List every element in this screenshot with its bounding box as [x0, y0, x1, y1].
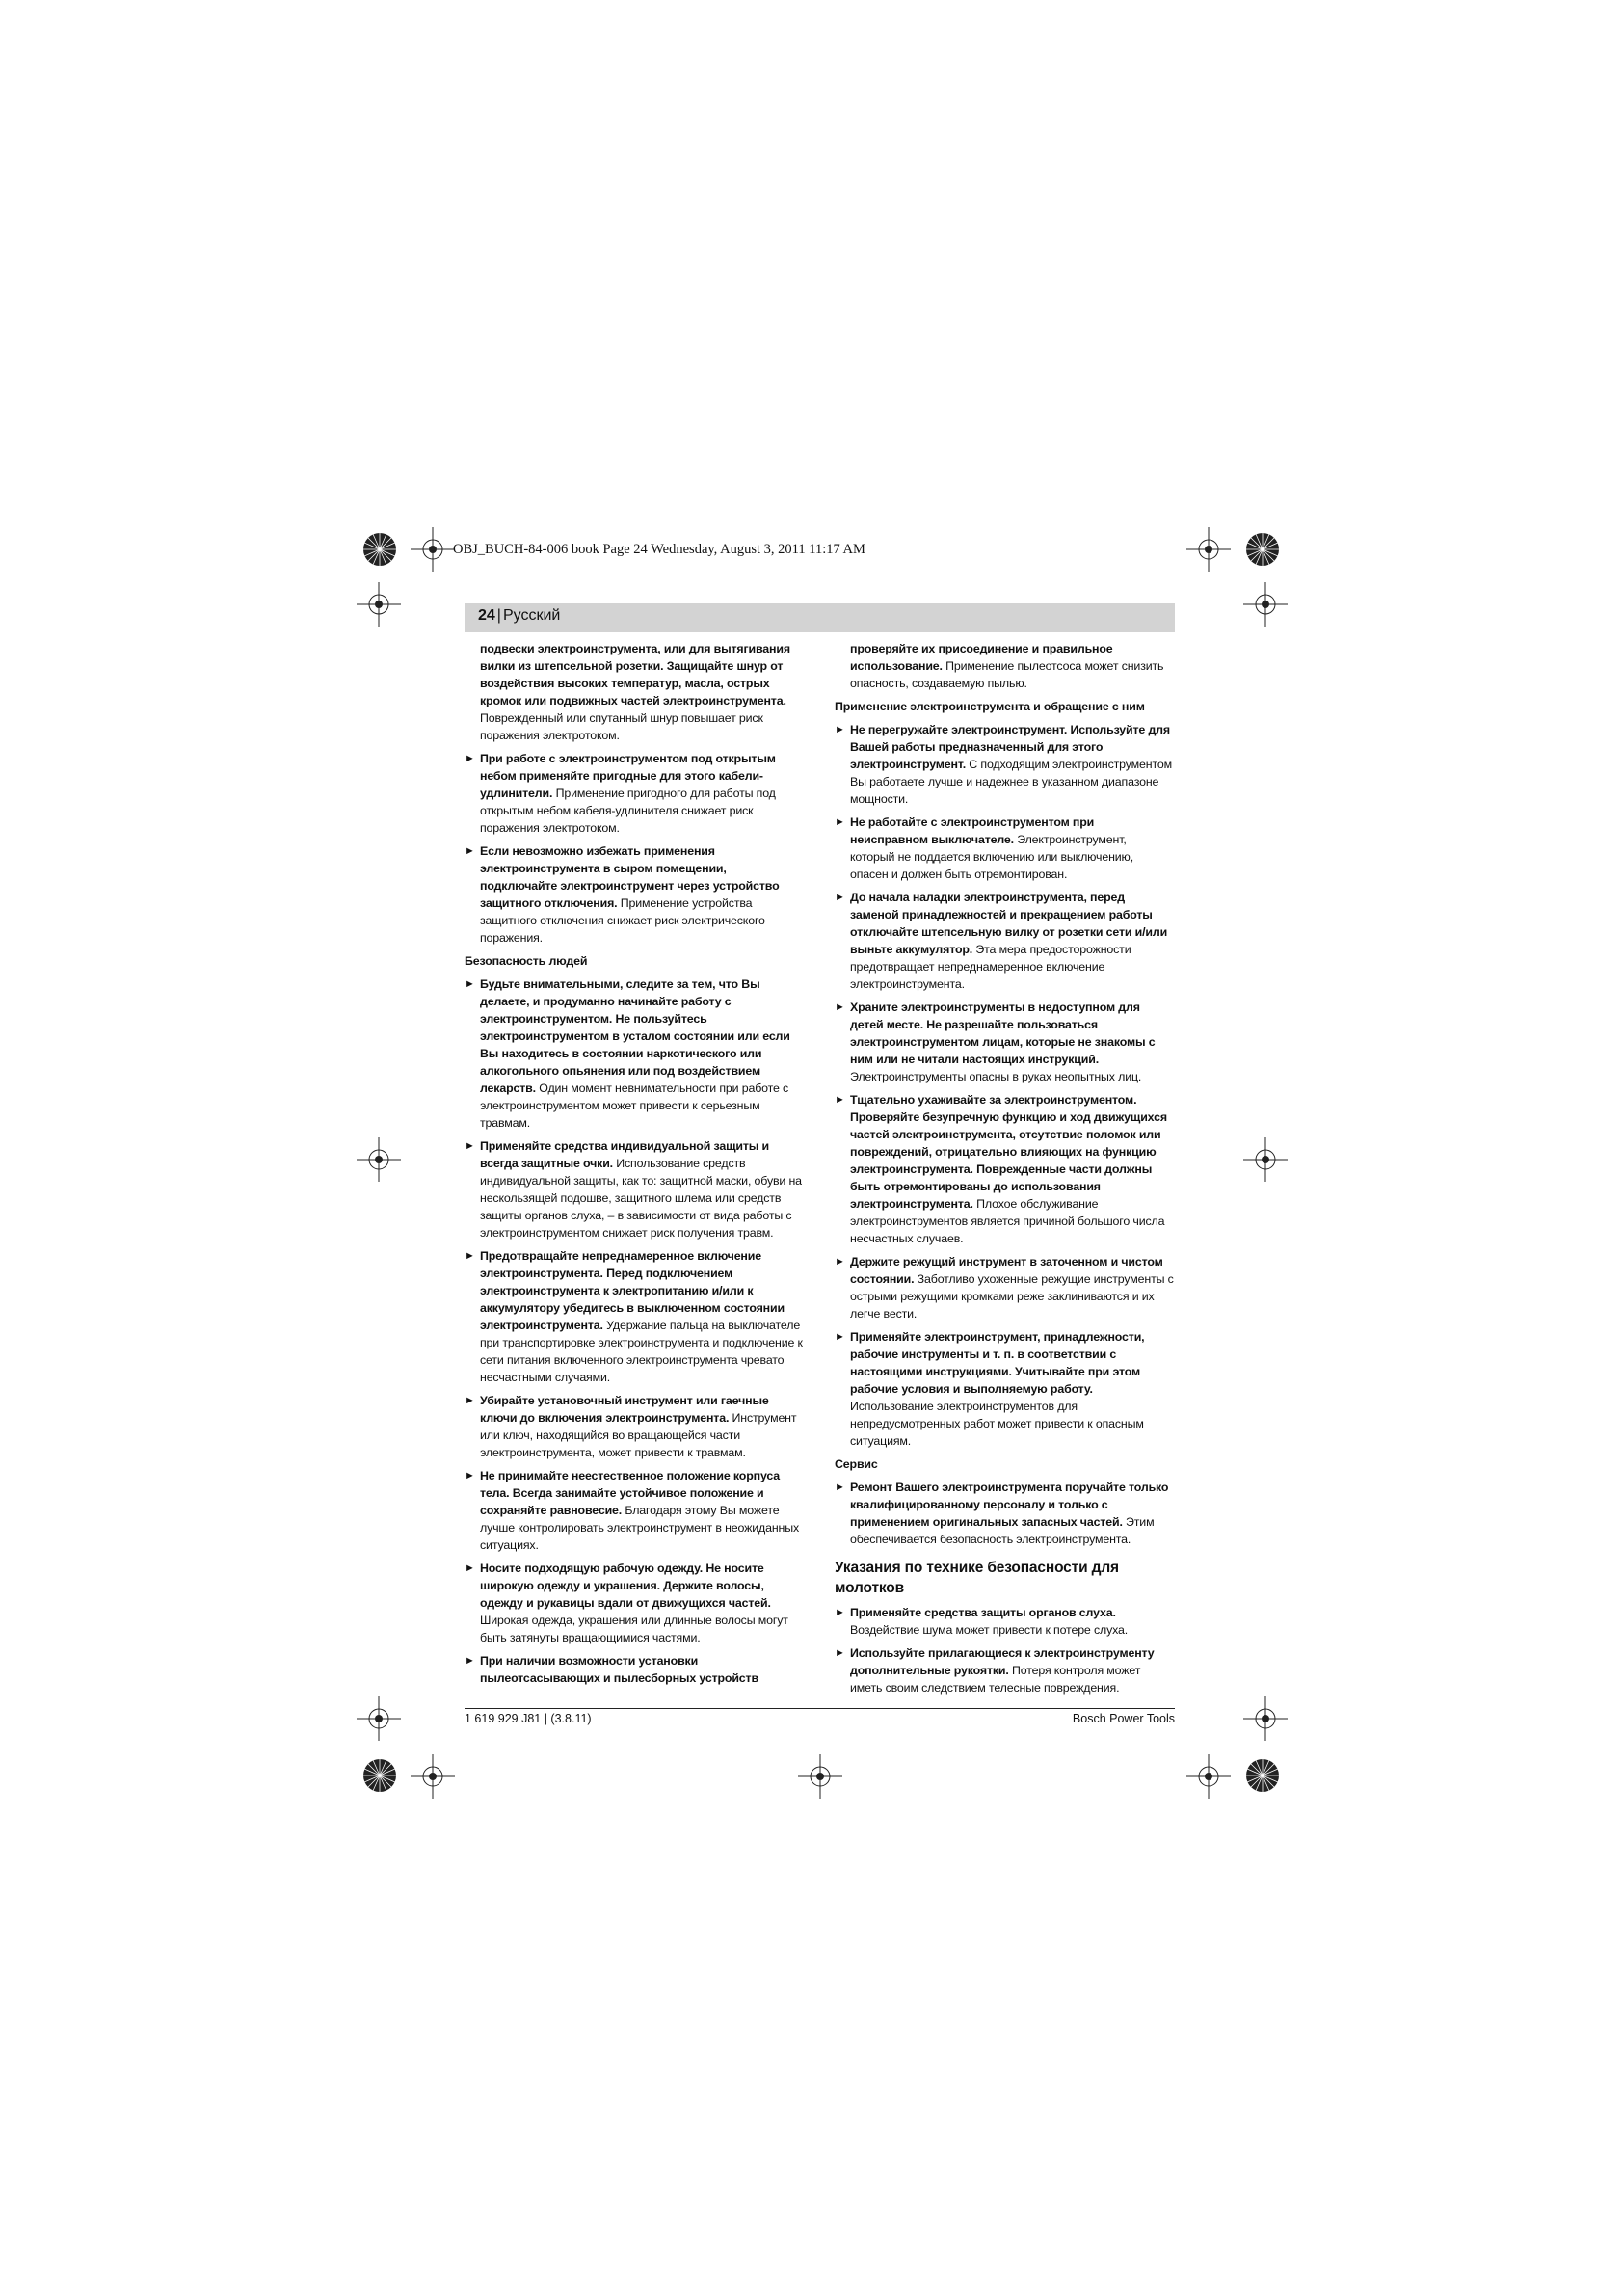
list-item: ► Применяйте средства защиты органов слуха. Воздействие шума может привести к потере слуха. [835, 1606, 1129, 1637]
crosshair-lower-left-icon [357, 1696, 401, 1741]
crosshair-bottom-left-icon [411, 1754, 455, 1799]
right-column [835, 640, 1174, 1702]
section-heading: Безопасность людей [465, 954, 588, 968]
list-item: ► Применяйте средства индивидуальной защиты и всегда защитные очки. Использование средств индивидуальной защиты, как то: защитной маски, обуви на нескользящей подошве, защитного шлема или средств защиты органов слуха, – в зависимости от вида работы с электроинструментом снижает риск получения травм. [465, 1139, 802, 1240]
list-item: проверяйте их присоединение и правильное использование. Применение пылеотсоса может снизить опасность, создаваемую пылью. [850, 642, 1164, 690]
registration-mark-top-right-circle [1243, 530, 1282, 569]
bullet-arrow-icon: ► [465, 1140, 475, 1152]
registration-mark-top-left-circle [360, 530, 399, 569]
list-item: ► Используйте прилагающиеся к электроинструменту дополнительные рукоятки. Потеря контроля может иметь своим следствием телесные повреждения. [835, 1646, 1155, 1695]
list-item: ► При наличии возможности установки пылеотсасывающих и пылесборных устройств [465, 1654, 758, 1685]
list-item: ► Применяйте электроинструмент, принадлежности, рабочие инструменты и т. п. в соответствии с настоящими инструкциями. Учитывайте при этом рабочие условия и выполняемую работу. Использование электроинструментов для непредусмотренных работ может привести к опасным ситуациям. [835, 1330, 1145, 1448]
page-header: 24 | Русский [478, 607, 561, 624]
page-language: Русский [502, 607, 561, 624]
bullet-arrow-icon: ► [835, 1482, 845, 1493]
list-item: ► До начала наладки электроинструмента, перед заменой принадлежностей и прекращением работы отключайте штепсельную вилку от розетки сети и/или выньте аккумулятор. Эта мера предосторожности предотвращает непреднамеренное включение электроинструмента. [835, 891, 1168, 991]
bullet-arrow-icon: ► [465, 753, 475, 764]
registration-mark-bottom-right-circle [1243, 1756, 1282, 1795]
bullet-arrow-icon: ► [465, 1250, 475, 1262]
list-item: ► Предотвращайте непреднамеренное включение электроинструмента. Перед подключением электроинструмента к электропитанию и/или к аккумулятору убедитесь в выключенном состоянии электроинструмента. Удержание пальца на выключателе при транспортировке электроинструмента и подключение к сети питания включенного электроинструмента чревато несчастными случаями. [465, 1249, 803, 1384]
bullet-arrow-icon: ► [835, 1256, 845, 1268]
bullet-arrow-icon: ► [835, 1607, 845, 1618]
section-heading-large: Указания по технике безопасности для молотков [835, 1560, 1119, 1596]
bullet-arrow-icon: ► [835, 1001, 845, 1013]
list-item: ► Убирайте установочный инструмент или гаечные ключи до включения электроинструмента. Инструмент или ключ, находящийся во вращающейся части электроинструмента, может привести к травмам. [465, 1394, 797, 1459]
crosshair-lower-right-icon [1243, 1696, 1288, 1741]
section-heading: Применение электроинструмента и обращение с ним [835, 700, 1145, 713]
footer-divider [465, 1708, 1175, 1709]
footer-document-code: 1 619 929 J81 | (3.8.11) [465, 1712, 592, 1725]
bullet-arrow-icon: ► [835, 1331, 845, 1343]
list-item: ► Носите подходящую рабочую одежду. Не носите широкую одежду и украшения. Держите волосы, одежду и рукавицы вдали от движущихся частей. Широкая одежда, украшения или длинные волосы могут быть затянуты вращающимися частями. [465, 1562, 788, 1644]
page-number: 24 [478, 607, 495, 624]
bullet-arrow-icon: ► [465, 1395, 475, 1406]
bullet-arrow-icon: ► [465, 1562, 475, 1574]
page-header-bar [465, 603, 1175, 632]
bullet-arrow-icon: ► [835, 1094, 845, 1106]
registration-mark-bottom-left-circle [360, 1756, 399, 1795]
section-heading: Сервис [835, 1457, 878, 1471]
list-item: ► Не работайте с электроинструментом при неисправном выключателе. Электроинструмент, который не поддается включению или выключению, опасен и должен быть отремонтирован. [835, 815, 1133, 881]
list-item: ► Не принимайте неестественное положение корпуса тела. Всегда занимайте устойчивое положение и сохраняйте равновесие. Благодаря этому Вы можете лучше контролировать электроинструмент в неожиданных ситуациях. [465, 1469, 800, 1552]
list-item: ► Если невозможно избежать применения электроинструмента в сыром помещении, подключайте электроинструмент через устройство защитного отключения. Применение устройства защитного отключения снижает риск электрического поражения. [465, 844, 780, 945]
bullet-arrow-icon: ► [465, 1655, 475, 1667]
list-item: ► Не перегружайте электроинструмент. Используйте для Вашей работы предназначенный для этого электроинструмент. С подходящим электроинструментом Вы работаете лучше и надежнее в указанном диапазоне мощности. [835, 723, 1172, 806]
bullet-arrow-icon: ► [835, 816, 845, 828]
crosshair-top-left-icon [411, 527, 455, 572]
crosshair-upper-right-icon [1243, 582, 1288, 627]
bullet-arrow-icon: ► [465, 978, 475, 990]
crosshair-bottom-center-icon [798, 1754, 842, 1799]
bullet-arrow-icon: ► [465, 1470, 475, 1482]
crosshair-top-right-icon [1186, 527, 1231, 572]
crosshair-middle-left-icon [357, 1137, 401, 1182]
list-item: ► Держите режущий инструмент в заточенном и чистом состоянии. Заботливо ухоженные режущие инструменты с острыми режущими кромками реже заклиниваются и их легче вести. [835, 1255, 1174, 1321]
list-item: ► Будьте внимательными, следите за тем, что Вы делаете, и продуманно начинайте работу с электроинструментом. Не пользуйтесь электроинструментом в усталом состоянии или если Вы находитесь в состоянии наркотического или алкогольного опьянения или под воздействием лекарств. Один момент невнимательности при работе с электроинструментом может привести к серьезным травмам. [465, 977, 790, 1130]
bullet-arrow-icon: ► [835, 892, 845, 903]
list-item: ► Храните электроинструменты в недоступном для детей месте. Не разрешайте пользоваться электроинструментом лицам, которые не знакомы с ним или не читали настоящих инструкций. Электроинструменты опасны в руках неопытных лиц. [835, 1001, 1156, 1083]
left-column [465, 640, 804, 1693]
list-item: ► Ремонт Вашего электроинструмента поручайте только квалифицированному персоналу и только с применением оригинальных запасных частей. Этим обеспечивается безопасность электроинструмента. [835, 1481, 1169, 1546]
list-item: подвески электроинструмента, или для вытягивания вилки из штепсельной розетки. Защищайте шнур от воздействия высоких температур, масла, острых кромок или подвижных частей электроинструмента. Поврежденный или спутанный шнур повышает риск поражения электротоком. [480, 642, 790, 742]
printer-info-line: OBJ_BUCH-84-006 book Page 24 Wednesday, August 3, 2011 11:17 AM [453, 542, 865, 557]
footer-brand: Bosch Power Tools [1072, 1712, 1175, 1725]
list-item: ► Тщательно ухаживайте за электроинструментом. Проверяйте безупречную функцию и ход движущихся частей электроинструмента, отсутствие поломок или повреждений, отрицательно влияющих на функцию электроинструмента. Поврежденные части должны быть отремонтированы до использования электроинструмента. Плохое обслуживание электроинструментов является причиной большого числа несчастных случаев. [835, 1093, 1167, 1245]
crosshair-upper-left-icon [357, 582, 401, 627]
bullet-arrow-icon: ► [835, 1647, 845, 1659]
crosshair-middle-right-icon [1243, 1137, 1288, 1182]
bullet-arrow-icon: ► [465, 845, 475, 857]
list-item: ► При работе с электроинструментом под открытым небом применяйте пригодные для этого кабели-удлинители. Применение пригодного для работы под открытым небом кабеля-удлинителя снижает риск поражения электротоком. [465, 752, 776, 835]
crosshair-bottom-right-icon [1186, 1754, 1231, 1799]
bullet-arrow-icon: ► [835, 724, 845, 735]
